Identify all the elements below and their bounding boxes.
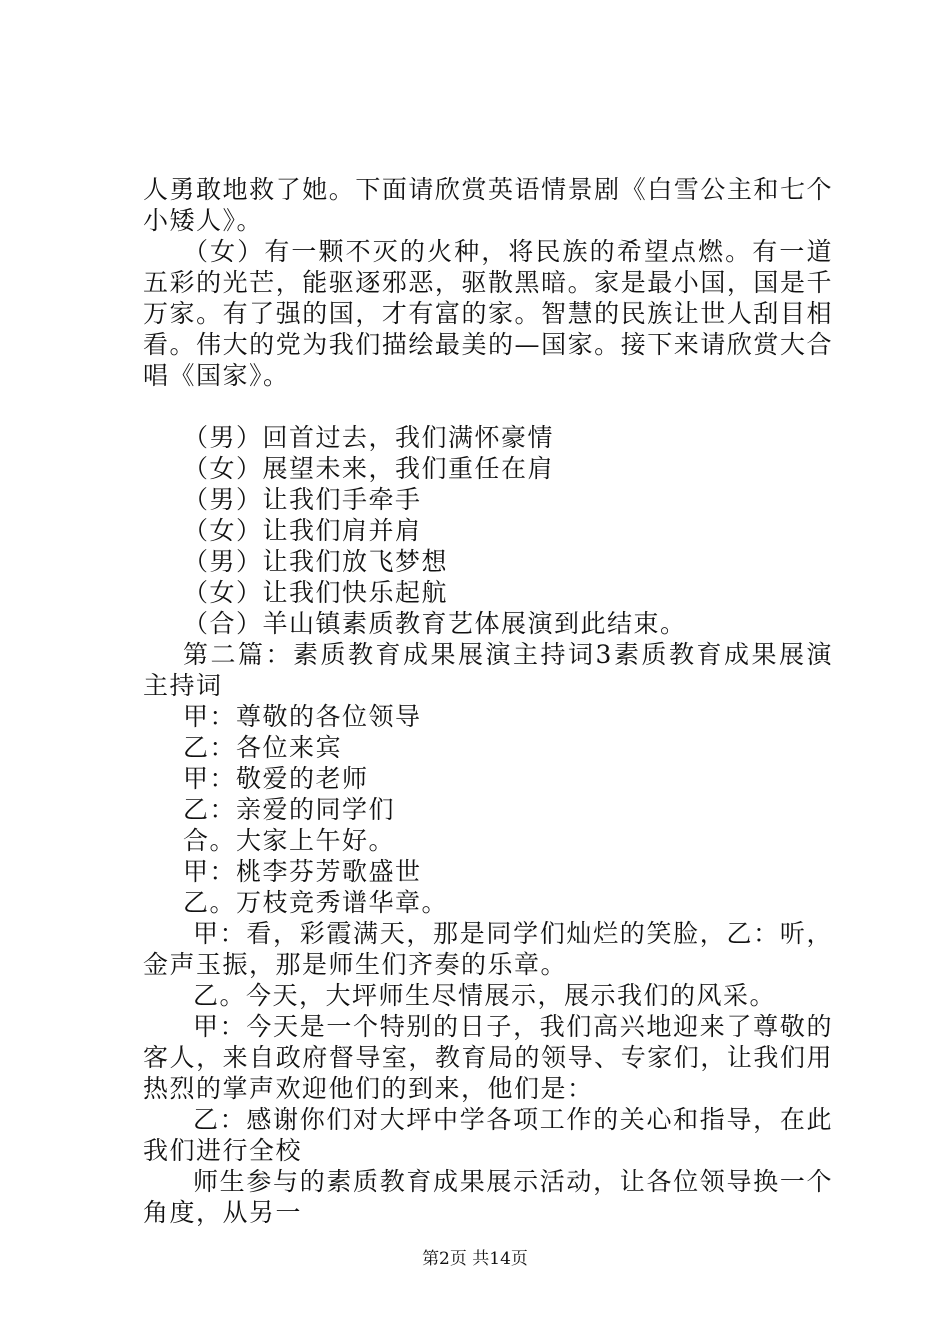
dialogue-line: 乙：各位来宾 [183, 733, 343, 762]
dialogue-line: 乙：亲爱的同学们 [183, 795, 396, 824]
paragraph: 甲：看，彩霞满天，那是同学们灿烂的笑脸，乙：听，金声玉振，那是师生们齐奏的乐章。 [143, 919, 833, 979]
dialogue-line: 甲：桃李芬芳歌盛世 [183, 857, 422, 886]
dialogue-line: （男）回首过去，我们满怀豪情 [183, 423, 555, 452]
document-body [143, 174, 833, 1228]
dialogue-line: 合。大家上午好。 [183, 826, 396, 855]
dialogue-line: 乙。万枝竞秀谱华章。 [183, 888, 449, 917]
paragraph: 师生参与的素质教育成果展示活动，让各位领导换一个角度，从另一 [143, 1167, 833, 1227]
intro-dialogue [143, 701, 833, 918]
paragraph: 乙：感谢你们对大坪中学各项工作的关心和指导，在此我们进行全校 [143, 1105, 833, 1165]
section-heading: 第二篇：素质教育成果展演主持词3素质教育成果展演主持词 [143, 640, 833, 700]
blank-line [143, 391, 833, 422]
closing-dialogue [143, 422, 833, 639]
page-number: 第2页 共14页 [422, 1249, 528, 1269]
dialogue-line: 甲：敬爱的老师 [183, 764, 369, 793]
dialogue-line: （女）展望未来，我们重任在肩 [183, 454, 555, 483]
dialogue-line: （合）羊山镇素质教育艺体展演到此结束。 [183, 609, 687, 638]
dialogue-line: （男）让我们手牵手 [183, 485, 422, 514]
dialogue-line: （女）让我们肩并肩 [183, 516, 422, 545]
page-footer [0, 1244, 950, 1269]
dialogue-line: （女）让我们快乐起航 [183, 578, 449, 607]
dialogue-line: 甲：尊敬的各位领导 [183, 702, 422, 731]
paragraph: 甲：今天是一个特别的日子，我们高兴地迎来了尊敬的客人，来自政府督导室，教育局的领导、专家们，让我们用热烈的掌声欢迎他们的到来，他们是： [143, 1012, 833, 1103]
dialogue-line: （男）让我们放飞梦想 [183, 547, 449, 576]
paragraph: 乙。今天，大坪师生尽情展示，展示我们的风采。 [193, 981, 777, 1010]
paragraph: （女）有一颗不灭的火种，将民族的希望点燃。有一道五彩的光芒，能驱逐邪恶，驱散黑暗。家是最小国，国是千万家。有了强的国，才有富的家。智慧的民族让世人刮目相看。伟大的党为我们描绘最美的—国家。接下来请欣赏大合唱《国家》。 [143, 237, 833, 390]
paragraph: 人勇敢地救了她。下面请欣赏英语情景剧《白雪公主和七个小矮人》。 [143, 175, 833, 235]
